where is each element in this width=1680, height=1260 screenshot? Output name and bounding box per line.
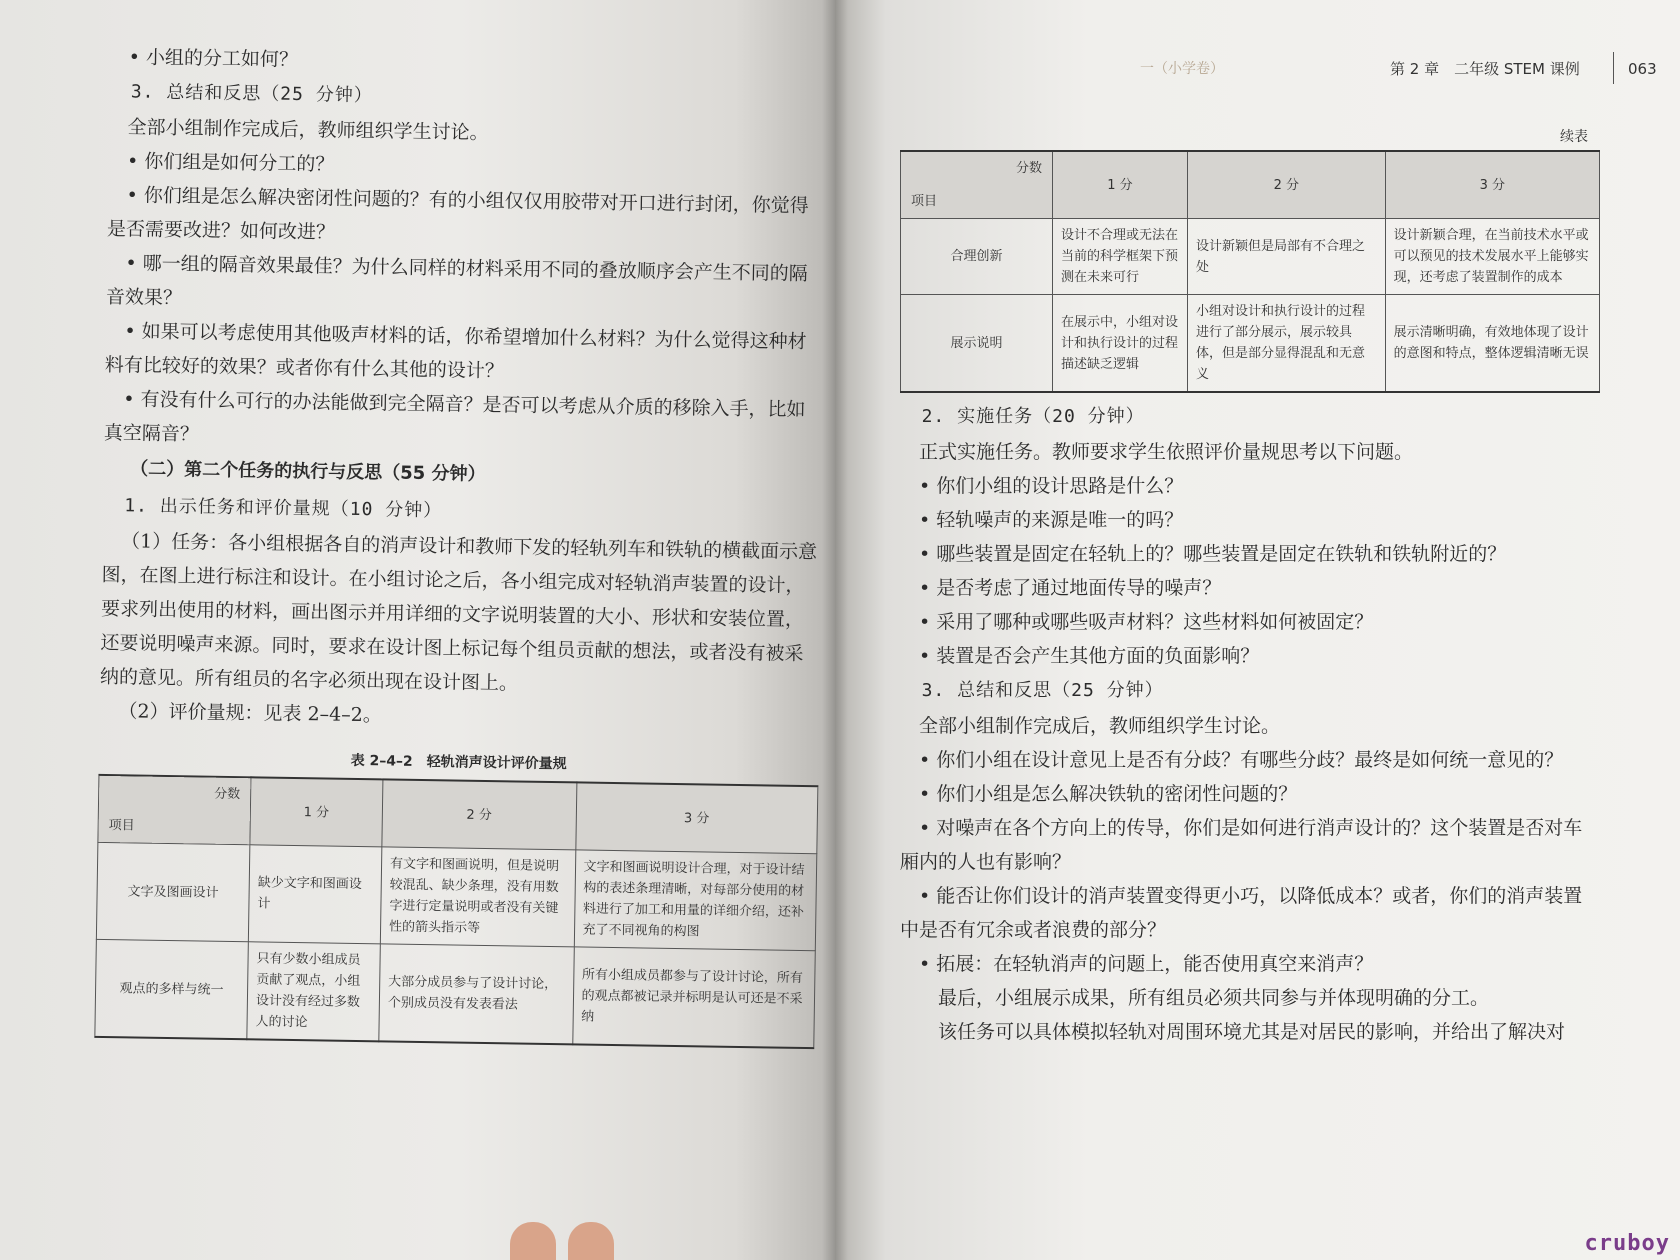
bullet-item: • 能否让你们设计的消声装置变得更小巧，以降低成本？或者，你们的消声装置中是否有冗余或者浪费的部分？ bbox=[900, 885, 1583, 941]
bullet-division: • 小组的分工如何？ bbox=[128, 46, 299, 71]
table-row bbox=[96, 842, 816, 950]
table-cell: 有文字和图画说明，但是说明较混乱、缺少条理，没有用数字进行定量说明或者没有关键性的箭头指示等 bbox=[380, 847, 575, 947]
bullet-item: • 轻轨噪声的来源是唯一的吗？ bbox=[919, 509, 1184, 531]
table-cell: 在展示中，小组对设计和执行设计的过程描述缺乏逻辑 bbox=[1053, 295, 1188, 393]
bullet-item: • 你们小组在设计意见上是否有分歧？有哪些分歧？最终是如何统一意见的？ bbox=[919, 749, 1564, 771]
column-header: 1 分 bbox=[250, 777, 383, 847]
table-caption: 表 2–4–2 轻轨消声设计评价量规 bbox=[350, 752, 567, 773]
table-cell: 设计新颖合理，在当前技术水平或可以预见的技术发展水平上能够实现，还考虑了装置制作的成本 bbox=[1385, 219, 1599, 295]
thumb-image bbox=[510, 1222, 650, 1260]
column-header: 2 分 bbox=[1187, 151, 1385, 219]
bullet-best-insulation: • 哪一组的隔音效果最佳？为什么同样的材料采用不同的叠放顺序会产生不同的隔音效果？ bbox=[105, 252, 808, 310]
column-header: 3 分 bbox=[1385, 151, 1599, 219]
header-score: 分数 bbox=[214, 786, 241, 803]
summary-intro-right: 全部小组制作完成后，教师组织学生讨论。 bbox=[919, 715, 1281, 737]
header-book-title: 一（小学卷） bbox=[1140, 61, 1224, 77]
header-item: 项目 bbox=[911, 194, 938, 209]
implement-heading: 2. 实施任务（20 分钟） bbox=[921, 406, 1145, 427]
table-cell: 设计不合理或无法在当前的科学框架下预测在未来可行 bbox=[1053, 219, 1188, 295]
row-item: 观点的多样与统一 bbox=[95, 939, 249, 1039]
finger-shape bbox=[510, 1222, 556, 1260]
table-cell: 所有小组成员都参与了设计讨论，所有的观点都被记录并标明是认可还是不采纳 bbox=[572, 947, 815, 1048]
continued-label: 续表 bbox=[1560, 129, 1588, 145]
table-cell: 只有少数小组成员贡献了观点，小组设计没有经过多数人的讨论 bbox=[247, 942, 380, 1042]
bullet-item: • 采用了哪种或哪些吸声材料？这些材料如何被固定？ bbox=[919, 611, 1374, 633]
bullet-item: • 拓展：在轻轨消声的问题上，能否使用真空来消声？ bbox=[919, 953, 1374, 975]
bullet-item: • 你们小组是怎么解决铁轨的密闭性问题的？ bbox=[919, 783, 1298, 805]
task-rubric-heading: 1. 出示任务和评价量规（10 分钟） bbox=[124, 495, 443, 522]
bullet-how-divide: • 你们组是如何分工的？ bbox=[126, 150, 335, 176]
header-item: 项目 bbox=[108, 818, 135, 834]
bullet-full-insulation: • 有没有什么可行的办法能做到完全隔音？是否可以考虑从介质的移除入手，比如真空隔音？ bbox=[103, 388, 806, 446]
finger-shape bbox=[568, 1222, 614, 1260]
summary-heading: 3. 总结和反思（25 分钟） bbox=[130, 81, 373, 107]
watermark-text: cruboy bbox=[1584, 1231, 1670, 1256]
column-header: 2 分 bbox=[382, 779, 577, 850]
left-page bbox=[0, 0, 835, 1260]
closing-paragraph: 该任务可以具体模拟轻轨对周围环境尤其是对居民的影响，并给出了解决对 bbox=[938, 1021, 1566, 1043]
bullet-item: • 装置是否会产生其他方面的负面影响？ bbox=[919, 645, 1260, 667]
rubric-table-right bbox=[900, 150, 1600, 393]
table-row bbox=[901, 219, 1600, 295]
bullet-item: • 对噪声在各个方向上的传导，你们是如何进行消声设计的？这个装置是否对车厢内的人也有影响？ bbox=[900, 817, 1583, 873]
header-score: 分数 bbox=[1015, 161, 1042, 176]
task-description: （1）任务：各小组根据各自的消声设计和教师下发的轻轨列车和铁轨的横截面示意图，在图上进行标注和设计。在小组讨论之后，各小组完成对轻轨消声装置的设计，要求列出使用的材料，画出图示并用详细的文字说明装置的大小、形状和安装位置，还要说明噪声来源。同时，要求在设计图上标记每个组员贡献的想法，或者没有被采纳的意见。所有组员的名字必须出现在设计图上。 bbox=[99, 530, 818, 695]
implement-intro: 正式实施任务。教师要求学生依照评价量规思考以下问题。 bbox=[919, 441, 1414, 463]
bullet-other-materials: • 如果可以考虑使用其他吸声材料的话，你希望增加什么材料？为什么觉得这种材料有比较好的效果？或者你有什么其他的设计？ bbox=[104, 320, 807, 383]
row-item: 展示说明 bbox=[901, 295, 1053, 393]
bullet-item: • 你们小组的设计思路是什么？ bbox=[919, 475, 1184, 497]
page-number: 063 bbox=[1628, 60, 1657, 78]
summary-intro: 全部小组制作完成后，教师组织学生讨论。 bbox=[127, 116, 489, 144]
table-header-row bbox=[98, 775, 818, 854]
row-item: 文字及图画设计 bbox=[96, 842, 250, 941]
table-cell: 小组对设计和执行设计的过程进行了部分展示，展示较具体，但是部分显得混乱和无意义 bbox=[1187, 295, 1385, 393]
bullet-sealing: • 你们组是怎么解决密闭性问题的？有的小组仅仅用胶带对开口进行封闭，你觉得是否需要改进？如何改进？ bbox=[106, 184, 809, 244]
table-row bbox=[95, 939, 815, 1048]
table-cell: 大部分成员参与了设计讨论，个别成员没有发表看法 bbox=[379, 944, 574, 1045]
task2-heading: （二）第二个任务的执行与反思（55 分钟） bbox=[130, 458, 486, 485]
summary-heading-right: 3. 总结和反思（25 分钟） bbox=[921, 680, 1164, 701]
row-item: 合理创新 bbox=[901, 219, 1053, 295]
closing-paragraph: 最后，小组展示成果，所有组员必须共同参与并体现明确的分工。 bbox=[938, 987, 1490, 1009]
diagonal-header bbox=[98, 775, 251, 845]
right-page-content bbox=[900, 118, 1600, 1049]
bullet-item: • 哪些装置是固定在轻轨上的？哪些装置是固定在铁轨和铁轨附近的？ bbox=[919, 543, 1507, 565]
header-divider bbox=[1613, 52, 1614, 84]
table-cell: 展示清晰明确，有效地体现了设计的意图和特点，整体逻辑清晰无误 bbox=[1385, 295, 1599, 393]
rubric-table-left bbox=[94, 774, 818, 1049]
left-page-content bbox=[94, 40, 830, 1049]
table-header-row bbox=[901, 151, 1600, 219]
bullet-item: • 是否考虑了通过地面传导的噪声？ bbox=[919, 577, 1222, 599]
book-gutter bbox=[822, 0, 848, 1260]
running-header bbox=[1140, 52, 1657, 92]
column-header: 1 分 bbox=[1053, 151, 1188, 219]
table-cell: 设计新颖但是局部有不合理之处 bbox=[1187, 219, 1385, 295]
table-row bbox=[901, 295, 1600, 393]
rubric-reference: （2）评价量规：见表 2–4–2。 bbox=[118, 700, 383, 727]
header-chapter: 第 2 章 二年级 STEM 课例 bbox=[1390, 60, 1580, 78]
table-cell: 文字和图画说明设计合理，对于设计结构的表述条理清晰，对每部分使用的材料进行了加工和用量的详细介绍，还补充了不同视角的构图 bbox=[574, 850, 817, 951]
table-cell: 缺少文字和图画设计 bbox=[248, 845, 381, 944]
diagonal-header bbox=[901, 151, 1053, 219]
column-header: 3 分 bbox=[575, 782, 818, 853]
